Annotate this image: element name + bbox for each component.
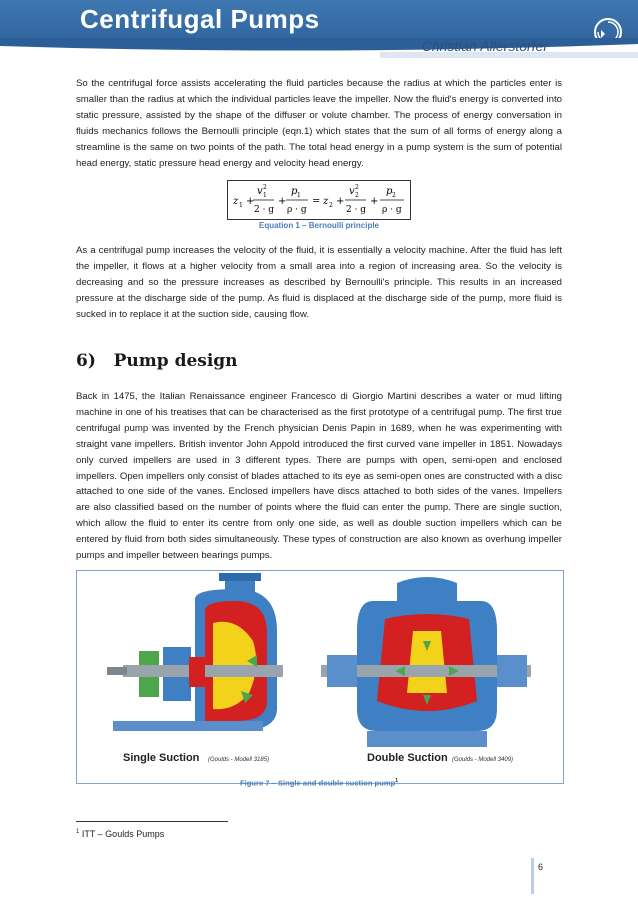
single-suction-model: (Goulds - Modell 3185) <box>208 757 270 763</box>
footnote-text: ITT – Goulds Pumps <box>79 829 165 839</box>
body-paragraph-3: Back in 1475, the Italian Renaissance engineer Francesco di Giorgio Martini describes a water or mud lifting machine in one of his treatises that can be characterised as the first prototype of a centrifugal pump. The first true centrifugal pump was invented by the French physician Denis Papin in 1689, when he was experimenting with straight vane impellers. British inventor John Appold introduced the first curved vane impeller in 1851. Nowadays only curved impellers are used in 3 different types. There are pumps with open, semi-open and enclosed impellers. Open impellers only consist of blades attached to its eye as semi-open ones are constructed with a disc attached to one side of the vanes. Enclosed impellers have discs attached to both sides of the vanes. Impellers are also classified based on the number of points where the fluid can enter the pump. There are single suction, which allow the fluid to enter its centre from only one side, as well as double suction impellers which can be entered by fluid from both sides simultaneously. These types of construction are also known as overhung impeller pumps and impeller between bearings pumps. <box>76 391 562 562</box>
author-name: Christian Allerstorfer <box>421 38 548 54</box>
footnote <box>76 829 164 839</box>
eq-p1: p <box>291 186 298 197</box>
eq-den-2: ρ · g <box>287 205 307 215</box>
eq-plus-1: + <box>246 196 255 207</box>
figure-caption <box>0 778 638 788</box>
body-paragraph-1: So the centrifugal force assists accelerating the fluid particles because the radius at which the particles enter is smaller than the radius at which the individual particles leave the impeller. Now the fluid's energy is converted into static pressure, assisted by the shape of the diffuser or volute chamber. The process of energy conversation in fluids mechanics follows the Bernoulli principle (eqn.1) which states that the sum of all forms of energy along a streamline is the same on two points of the path. The total head energy in a pump system is the sum of potential head energy, static pressure head energy and velocity head energy. <box>76 78 562 169</box>
section-heading: 6) Pump design <box>76 351 238 371</box>
single-suction-label: Single Suction <box>123 752 200 764</box>
footnote-number: 1 <box>76 829 80 835</box>
figure-caption-ref[interactable]: 1 <box>395 778 399 784</box>
bernoulli-equation <box>227 180 411 220</box>
eq-v2: v <box>349 186 355 197</box>
double-suction-label: Double Suction <box>367 752 448 764</box>
eq-plus-4: + <box>370 196 379 207</box>
page-number-bar <box>531 858 534 894</box>
body-paragraph-2: As a centrifugal pump increases the velocity of the fluid, it is essentially a velocity machine. After the fluid has left the impeller, it flows at a higher velocity from a small area into a region of increasing area. So the velocity is decreasing and so the pressure increases as described by Bernoulli's principle. This results in an increased pressure at the discharge side of the pump. As fluid is displaced at the discharge side of the pump, more fluid is sucked in to replace it at the suction side, causing flow. <box>76 245 562 320</box>
eq-v1-sup: 2 <box>263 184 267 191</box>
eq-equals: = <box>312 196 321 207</box>
double-suction-model: (Goulds - Modell 3409) <box>452 757 514 763</box>
eq-z2-sub: 2 <box>329 202 333 209</box>
eq-v2-sup: 2 <box>355 184 359 191</box>
eq-v1: v <box>257 186 263 197</box>
eq-p1-sub: 1 <box>297 192 301 199</box>
eq-den-1: 2 · g <box>254 205 275 215</box>
eq-v2-sub: 2 <box>355 192 359 199</box>
eq-p2-sub: 2 <box>392 192 396 199</box>
eq-plus-2: + <box>278 196 287 207</box>
eq-den-3: 2 · g <box>346 205 367 215</box>
page-number: 6 <box>538 862 544 872</box>
eq-p2: p <box>386 186 393 197</box>
figure-caption-text: Figure 7 – Single and double suction pump <box>239 778 396 788</box>
eq-den-4: ρ · g <box>382 205 402 215</box>
eq-z1-sub: 1 <box>239 202 243 209</box>
equation-caption: Equation 1 – Bernoulli principle <box>258 221 379 230</box>
eq-z1: z <box>233 196 239 207</box>
double-suction-pump-drawing <box>321 577 531 747</box>
eq-v1-sub: 1 <box>263 192 267 199</box>
footnote-divider <box>76 821 228 822</box>
single-suction-pump-drawing <box>107 573 283 731</box>
eq-plus-3: + <box>336 196 345 207</box>
header-title: Centrifugal Pumps <box>80 4 320 34</box>
eq-z2: z <box>323 196 329 207</box>
figure-box <box>76 570 564 784</box>
